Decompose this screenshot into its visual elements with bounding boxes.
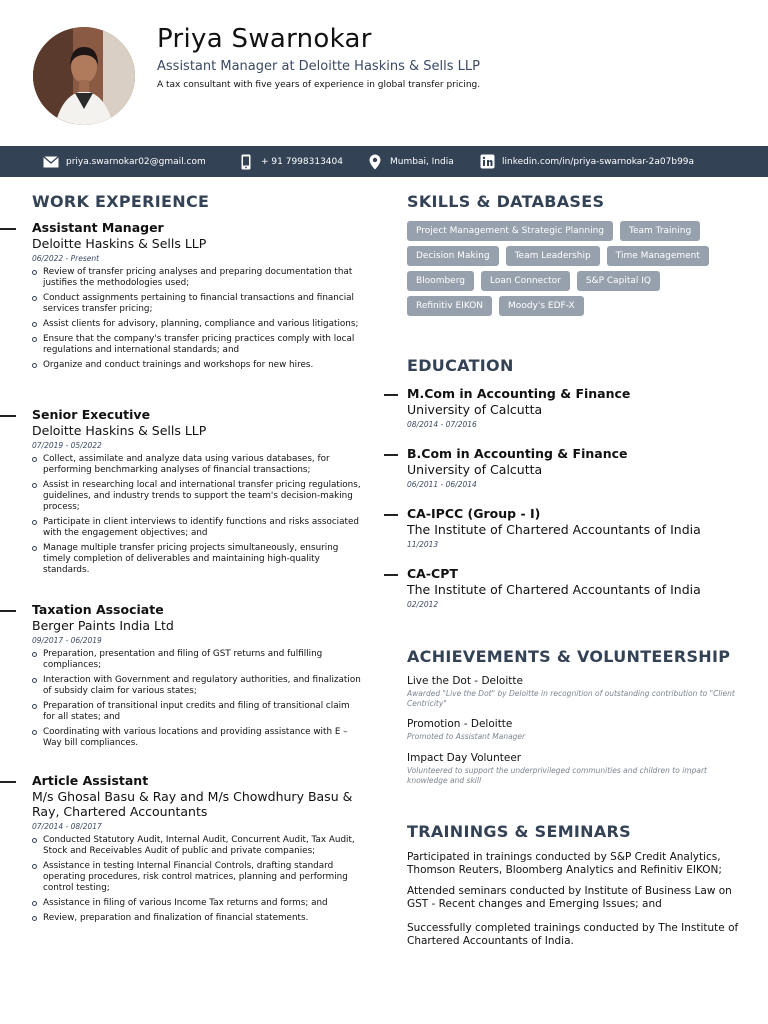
job-bullet: Assistance in filing of various Income Tax returns and forms; and [32,898,362,909]
job-company: Berger Paints India Ltd [32,618,174,633]
section-title-trainings: TRAININGS & SEMINARS [407,822,631,841]
job-dates: 07/2019 - 05/2022 [32,441,102,450]
skill-tag: Moody's EDF-X [499,296,584,316]
job-bullet: Organize and conduct trainings and workshops for new hires. [32,360,362,371]
timeline-marker [384,394,398,396]
achievement-title: Promotion - Deloitte [407,718,513,730]
training-item: Successfully completed trainings conducted by The Institute of Chartered Accountants of India. [407,922,739,947]
education-degree: CA-IPCC (Group - I) [407,506,541,521]
achievement-desc: Awarded "Live the Dot" by Deloitte in recognition of outstanding contribution to "Client Centricity" [407,689,735,708]
linkedin-text: linkedin.com/in/priya-swarnokar-2a07b99a [502,156,695,167]
job-role: Assistant Manager [32,220,164,235]
education-degree: CA-CPT [407,566,458,581]
skills-list [407,221,747,316]
skill-tag: Time Management [607,246,709,266]
section-title-education: EDUCATION [407,356,514,375]
job-entry [32,773,362,928]
job-bullets [32,835,362,924]
avatar [33,27,135,125]
achievement-entry [407,674,747,708]
resume-header [0,0,768,146]
timeline-marker [384,574,398,576]
envelope-icon [43,154,59,170]
contact-location [367,146,454,177]
job-bullet: Coordinating with various locations and providing assistance with E – Way bill compliances. [32,727,362,749]
job-role: Senior Executive [32,407,151,422]
timeline-marker [0,781,16,783]
job-bullets [32,267,362,371]
section-title-skills: SKILLS & DATABASES [407,192,605,211]
candidate-headline: Assistant Manager at Deloitte Haskins & Sells LLP [157,59,480,74]
skill-tag: Team Training [620,221,700,241]
skill-tag: Refinitiv EIKON [407,296,492,316]
achievement-title: Impact Day Volunteer [407,752,522,764]
job-bullet: Preparation of transitional input credits and filing of transitional claim for all states; and [32,701,362,723]
job-entry [32,220,362,375]
map-pin-icon [367,154,383,170]
education-school: University of Calcutta [407,462,543,477]
job-bullet: Collect, assimilate and analyze data using various databases, for performing benchmarking analyses of financial transactions; [32,454,362,476]
contact-linkedin[interactable] [479,146,694,177]
job-bullet: Manage multiple transfer pricing projects simultaneously, ensuring timely completion of deliverables and maintaining high-quality standards. [32,543,362,576]
skill-tag: Team Leadership [506,246,600,266]
education-dates: 08/2014 - 07/2016 [407,420,477,429]
job-dates: 07/2014 - 08/2017 [32,822,102,831]
education-school: University of Calcutta [407,402,543,417]
linkedin-icon [479,154,495,170]
phone-icon [238,154,254,170]
location-text: Mumbai, India [390,156,454,167]
job-bullet: Conducted Statutory Audit, Internal Audit, Concurrent Audit, Tax Audit, Stock and Receivables Audit of public and private companies; [32,835,362,857]
achievement-desc: Volunteered to support the underprivileged communities and children to impart knowledge and skill [407,766,707,785]
skill-tag: S&P Capital IQ [577,271,660,291]
timeline-marker [0,228,16,230]
timeline-marker [0,610,16,612]
timeline-marker [0,415,16,417]
education-dates: 11/2013 [407,540,439,549]
profile-photo [33,27,135,125]
education-school: The Institute of Chartered Accountants of India [407,522,701,537]
job-entry [32,602,362,753]
education-degree: M.Com in Accounting & Finance [407,386,631,401]
phone-text: + 91 7998313404 [261,156,343,167]
job-dates: 06/2022 - Present [32,254,100,263]
job-bullet: Assist in researching local and international transfer pricing regulations, guidelines, and industry trends to support the team's decision-making process; [32,480,362,513]
job-bullet: Review, preparation and finalization of financial statements. [32,913,362,924]
training-item: Participated in trainings conducted by S&P Credit Analytics, Thomson Reuters, Bloomberg Analytics and Refinitiv EIKON; [407,851,722,876]
candidate-summary: A tax consultant with five years of experience in global transfer pricing. [157,80,481,90]
job-bullet: Preparation, presentation and filing of GST returns and fulfilling compliances; [32,649,362,671]
job-bullet: Assist clients for advisory, planning, compliance and various litigations; [32,319,362,330]
education-entry [407,386,747,429]
job-entry [32,407,362,580]
section-title-achievements: ACHIEVEMENTS & VOLUNTEERSHIP [407,647,731,666]
job-bullet: Ensure that the company's transfer pricing practices comply with local regulations and international standards; and [32,334,362,356]
education-school: The Institute of Chartered Accountants of India [407,582,701,597]
section-title-work-experience: WORK EXPERIENCE [32,192,210,211]
timeline-marker [384,454,398,456]
job-dates: 09/2017 - 06/2019 [32,636,102,645]
education-entry [407,566,747,609]
job-bullets [32,454,362,576]
job-bullets [32,649,362,749]
job-company: Deloitte Haskins & Sells LLP [32,423,207,438]
training-item: Attended seminars conducted by Institute of Business Law on GST - Recent changes and Emerging Issues; and [407,885,732,910]
achievement-title: Live the Dot - Deloitte [407,675,523,687]
skill-tag: Loan Connector [481,271,570,291]
skill-tag: Decision Making [407,246,499,266]
contact-bar [0,146,768,177]
job-bullet: Assistance in testing Internal Financial Controls, drafting standard operating procedures, risk control matrices, planning and performing control testing; [32,861,362,894]
timeline-marker [384,514,398,516]
skill-tag: Bloomberg [407,271,474,291]
job-company: M/s Ghosal Basu & Ray and M/s Chowdhury Basu & Ray, Chartered Accountants [32,789,353,819]
job-role: Article Assistant [32,773,149,788]
job-role: Taxation Associate [32,602,164,617]
email-text: priya.swarnokar02@gmail.com [66,156,206,167]
contact-phone[interactable] [238,146,343,177]
achievement-entry [407,717,747,742]
job-company: Deloitte Haskins & Sells LLP [32,236,207,251]
achievement-desc: Promoted to Assistant Manager [407,732,526,741]
job-bullet: Review of transfer pricing analyses and preparing documentation that justifies the methodologies used; [32,267,362,289]
job-bullet: Conduct assignments pertaining to financial transactions and financial services transfer pricing; [32,293,362,315]
education-dates: 02/2012 [407,600,439,609]
candidate-name: Priya Swarnokar [157,24,372,54]
skill-tag: Project Management & Strategic Planning [407,221,613,241]
achievement-entry [407,751,747,785]
education-degree: B.Com in Accounting & Finance [407,446,628,461]
education-entry [407,446,747,489]
education-entry [407,506,747,549]
job-bullet: Participate in client interviews to identify functions and risks associated with the engagement objectives; and [32,517,362,539]
contact-email[interactable] [43,146,206,177]
job-bullet: Interaction with Government and regulatory authorities, and finalization of subsidy claim for various states; [32,675,362,697]
education-dates: 06/2011 - 06/2014 [407,480,477,489]
